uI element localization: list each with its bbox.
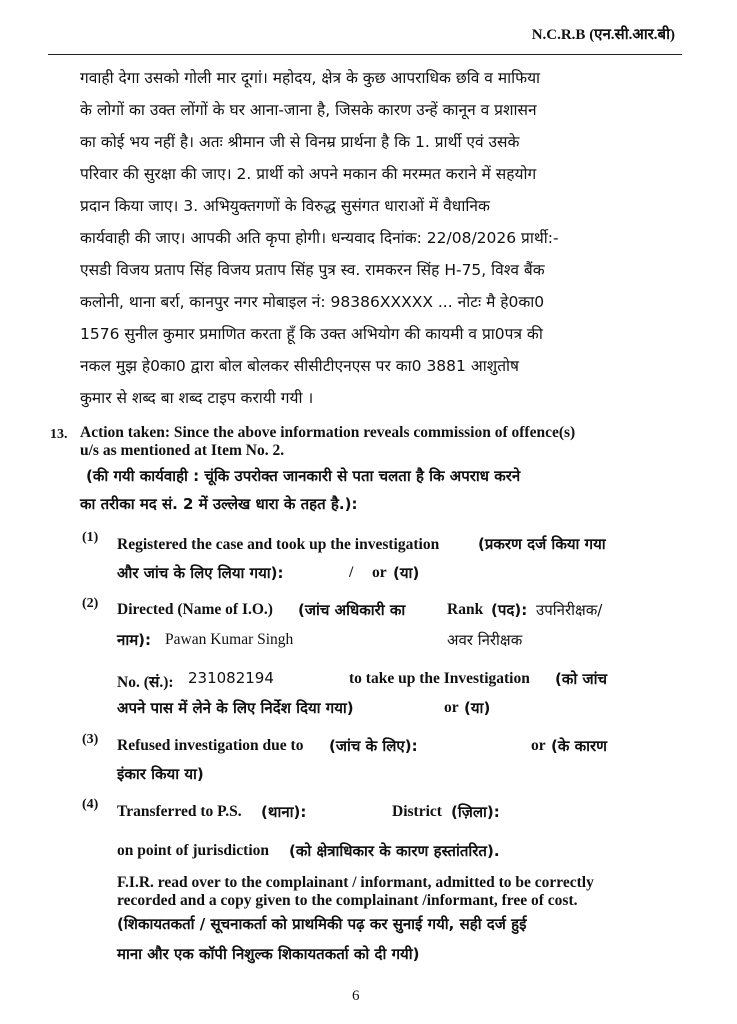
narrative-line: गवाही देगा उसको गोली मार दूगां। महोदय, क्षेत्र के कुछ आपराधिक छवि व माफिया <box>80 69 541 87</box>
sub4-ps-hi: (थाना): <box>261 803 307 821</box>
narrative-line: के लोगों का उक्त लोंगों के घर आना-जाना है, जिसके कारण उन्हें कानून व प्रशासन <box>80 101 537 119</box>
sub3-line2-hi: इंकार किया या) <box>117 765 204 783</box>
sub2-no-value: 231082194 <box>188 669 274 687</box>
fir-line: F.I.R. read over to the complainant / informant, admitted to be correctly <box>117 874 594 891</box>
narrative-line: 1576 सुनील कुमार प्रमाणित करता हूँ कि उक्त अभियोग की कायमी व प्रा0पत्र की <box>80 325 543 343</box>
item13-hindi: का तरीका मद सं. 2 में उल्लेख धारा के तहत है.): <box>80 495 358 513</box>
sub2-or-hi: (या) <box>464 699 491 717</box>
sub3-text-hi: (जांच के लिए): <box>329 737 418 755</box>
item13-title: Action taken: Since the above information reveals commission of offence(s) <box>80 424 576 441</box>
sub2-name-hi: नाम): <box>117 631 152 649</box>
item-number: 13. <box>50 427 68 442</box>
sub-number: (4) <box>82 797 99 812</box>
sub3-or: or <box>531 737 546 754</box>
narrative-line: परिवार की सुरक्षा की जाए। 2. प्रार्थी को अपने मकान की मरम्मत कराने में सहयोग <box>80 165 537 183</box>
item13-title: u/s as mentioned at Item No. 2. <box>80 442 285 459</box>
sub4-district-hi: (ज़िला): <box>451 803 500 821</box>
sub2-takeup-en: to take up the Investigation <box>349 670 530 687</box>
sub4-ps-en: Transferred to P.S. <box>117 803 242 820</box>
sub-number: (2) <box>82 596 99 611</box>
narrative-line: कुमार से शब्द बा शब्द टाइप करायी गयी । <box>80 389 314 407</box>
sub2-rank-en: Rank <box>447 601 484 618</box>
io-name: Pawan Kumar Singh <box>165 631 294 648</box>
sub1-or: or <box>372 564 387 581</box>
sub4-jurisdiction-hi: (को क्षेत्राधिकार के कारण हस्तांतरित). <box>289 842 500 860</box>
narrative-line: कलोनी, थाना बर्रा, कानपुर नगर मोबाइल नं: 98386XXXXX ... नोटः मै हे0का0 <box>80 293 545 311</box>
header-title: N.C.R.B (एन.सी.आर.बी) <box>531 27 675 43</box>
sub2-rank-value: उपनिरीक्षक/ <box>536 601 603 619</box>
fir-hindi-line: माना और एक कॉपी निशुल्क शिकायतकर्ता को दी गयी) <box>117 945 420 963</box>
sub1-text-hi: (प्रकरण दर्ज किया गया <box>478 535 606 553</box>
sub2-directed-hi: (जांच अधिकारी का <box>298 601 406 619</box>
sub4-jurisdiction-en: on point of jurisdiction <box>117 842 270 859</box>
sub2-rank-hi: (पद): <box>491 601 528 619</box>
sub1-slash: / <box>349 564 354 581</box>
sub2-takeup-hi: (को जांच <box>555 670 608 688</box>
sub2-line3-hi: अपने पास में लेने के लिए निर्देश दिया गया) <box>117 699 354 717</box>
page-number: 6 <box>352 988 360 1004</box>
narrative-line: कार्यवाही की जाए। आपकी अति कृपा होगी। धन्यवाद दिनांक: 22/08/2026 प्रार्थी:- <box>80 229 559 247</box>
sub3-or-hi: (के कारण <box>551 737 607 755</box>
sub2-rank-value: अवर निरीक्षक <box>447 631 523 649</box>
sub1-or-hi: (या) <box>393 564 420 582</box>
sub4-district-en: District <box>392 803 442 820</box>
sub2-directed-en: Directed (Name of I.O.) <box>117 601 273 618</box>
narrative-line: एसडी विजय प्रताप सिंह विजय प्रताप सिंह पुत्र स्व. रामकरन सिंह H-75, विश्व बैंक <box>80 261 545 279</box>
item13-hindi: (की गयी कार्यवाही : चूंकि उपरोक्त जानकारी से पता चलता है कि अपराध करने <box>86 467 521 485</box>
header-rule <box>48 54 682 55</box>
sub-number: (1) <box>82 530 99 545</box>
fir-line: recorded and a copy given to the complainant /informant, free of cost. <box>117 892 578 909</box>
sub1-line2-hi: और जांच के लिए लिया गया): <box>117 564 284 582</box>
sub2-or: or <box>444 699 459 716</box>
narrative-line: का कोई भय नहीं है। अतः श्रीमान जी से विनम्र प्रार्थना है कि 1. प्रार्थी एवं उसके <box>80 133 520 151</box>
sub2-no-label: No. (सं.): <box>117 674 174 691</box>
sub3-text-en: Refused investigation due to <box>117 737 304 754</box>
fir-hindi-line: (शिकायतकर्ता / सूचनाकर्ता को प्राथमिकी पढ़ कर सुनाई गयी, सही दर्ज हुई <box>117 915 527 933</box>
narrative-line: नकल मुझ हे0का0 द्वारा बोल बोलकर सीसीटीएनएस पर का0 3881 आशुतोष <box>80 357 520 375</box>
sub-number: (3) <box>82 732 99 747</box>
narrative-line: प्रदान किया जाए। 3. अभियुक्तगणों के विरुद्ध सुसंगत धाराओं में वैधानिक <box>80 197 490 215</box>
sub1-text-en: Registered the case and took up the investigation <box>117 536 440 553</box>
